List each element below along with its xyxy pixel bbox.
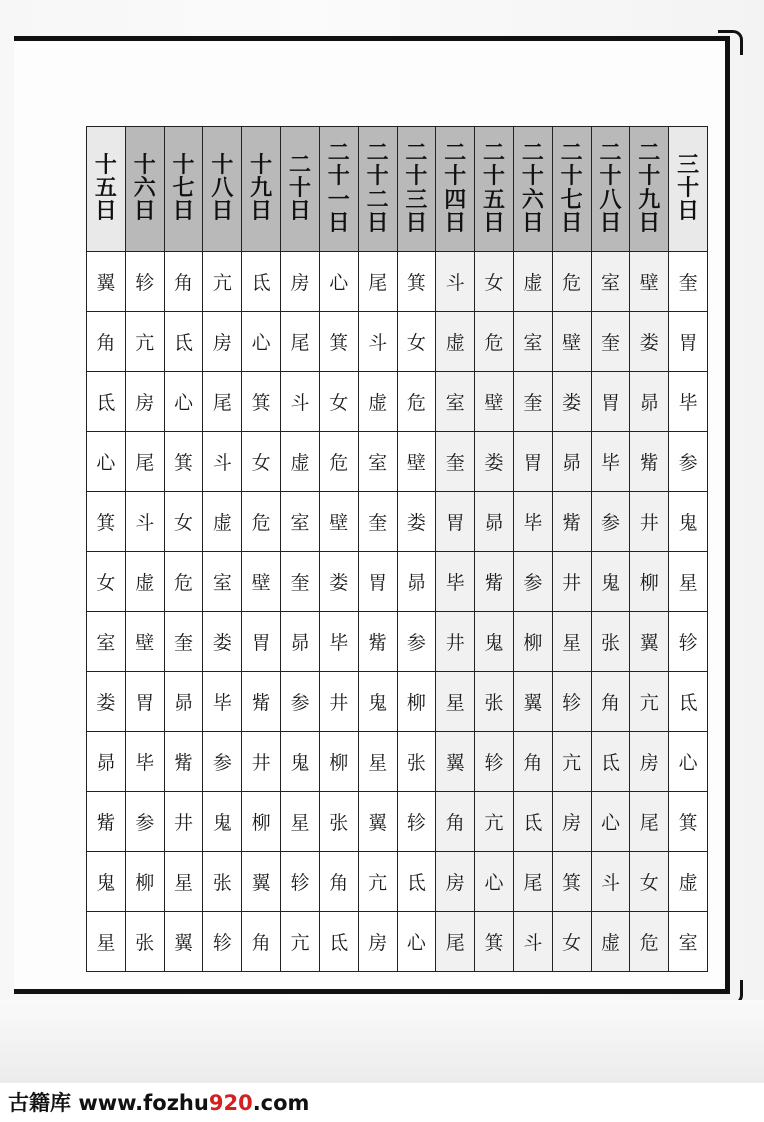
table-cell: 昴 (164, 672, 203, 732)
table-cell: 亢 (281, 912, 320, 972)
table-cell: 女 (87, 552, 126, 612)
table-cell: 虚 (358, 372, 397, 432)
lunar-mansion-table (86, 126, 708, 968)
table-cell: 亢 (358, 852, 397, 912)
table-cell: 娄 (203, 612, 242, 672)
table-cell: 昴 (87, 732, 126, 792)
table-cell: 觜 (358, 612, 397, 672)
table-row (87, 612, 708, 672)
table-cell: 斗 (125, 492, 164, 552)
table-cell: 心 (669, 732, 708, 792)
table-cell: 奎 (436, 432, 475, 492)
table-cell: 虚 (281, 432, 320, 492)
table-cell: 奎 (281, 552, 320, 612)
table-cell: 娄 (552, 372, 591, 432)
table-cell: 室 (436, 372, 475, 432)
table-cell: 尾 (358, 252, 397, 312)
table-row (87, 312, 708, 372)
table-cell: 女 (475, 252, 514, 312)
table-cell: 胃 (513, 432, 552, 492)
table-cell: 觜 (630, 432, 669, 492)
table-cell: 轸 (125, 252, 164, 312)
table-cell: 星 (669, 552, 708, 612)
table-cell: 奎 (513, 372, 552, 432)
table-cell: 参 (669, 432, 708, 492)
table-cell: 觜 (87, 792, 126, 852)
table-cell: 星 (281, 792, 320, 852)
table-cell: 星 (87, 912, 126, 972)
table-cell: 心 (87, 432, 126, 492)
url-prefix: www.fozhu (78, 1091, 209, 1115)
table-cell: 翼 (513, 672, 552, 732)
table-cell: 张 (475, 672, 514, 732)
column-header (552, 127, 591, 252)
table-cell: 星 (552, 612, 591, 672)
table-cell: 壁 (125, 612, 164, 672)
table-cell: 亢 (203, 252, 242, 312)
site-name: 古籍库 (8, 1091, 71, 1115)
column-header (281, 127, 320, 252)
table-cell: 娄 (475, 432, 514, 492)
table-cell: 斗 (358, 312, 397, 372)
table-cell: 箕 (475, 912, 514, 972)
table-cell: 鬼 (358, 672, 397, 732)
table-cell: 女 (630, 852, 669, 912)
table-cell: 鬼 (591, 552, 630, 612)
table-cell: 觜 (475, 552, 514, 612)
almanac-table (86, 126, 708, 972)
table-cell: 参 (281, 672, 320, 732)
table-cell: 尾 (436, 912, 475, 972)
table-cell: 参 (513, 552, 552, 612)
table-row (87, 492, 708, 552)
table-cell: 房 (281, 252, 320, 312)
table-cell: 昴 (552, 432, 591, 492)
table-cell: 室 (358, 432, 397, 492)
table-cell: 箕 (397, 252, 436, 312)
table-row (87, 852, 708, 912)
table-cell: 参 (397, 612, 436, 672)
table-cell: 毕 (591, 432, 630, 492)
table-cell: 室 (87, 612, 126, 672)
table-cell: 柳 (513, 612, 552, 672)
column-header (87, 127, 126, 252)
table-cell: 奎 (358, 492, 397, 552)
table-cell: 鬼 (203, 792, 242, 852)
column-header (591, 127, 630, 252)
table-cell: 氐 (513, 792, 552, 852)
table-cell: 室 (513, 312, 552, 372)
table-cell: 氐 (319, 912, 358, 972)
table-cell: 星 (358, 732, 397, 792)
table-cell: 心 (475, 852, 514, 912)
table-cell: 虚 (203, 492, 242, 552)
table-cell: 室 (281, 492, 320, 552)
table-cell: 室 (591, 252, 630, 312)
table-cell: 氐 (164, 312, 203, 372)
column-header (513, 127, 552, 252)
table-cell: 箕 (87, 492, 126, 552)
column-header-label: 二十二日 (366, 141, 389, 236)
table-cell: 斗 (591, 852, 630, 912)
column-header-label: 十八日 (211, 152, 234, 225)
table-cell: 危 (164, 552, 203, 612)
table-cell: 柳 (125, 852, 164, 912)
table-cell: 女 (397, 312, 436, 372)
table-cell: 毕 (319, 612, 358, 672)
table-cell: 斗 (203, 432, 242, 492)
table-cell: 轸 (397, 792, 436, 852)
table-row (87, 732, 708, 792)
table-cell: 胃 (125, 672, 164, 732)
column-header (669, 127, 708, 252)
table-cell: 壁 (397, 432, 436, 492)
table-cell: 角 (319, 852, 358, 912)
column-header-label: 二十日 (288, 152, 311, 225)
table-cell: 房 (125, 372, 164, 432)
table-cell: 亢 (552, 732, 591, 792)
url-highlight: 920 (208, 1091, 253, 1115)
table-cell: 昴 (475, 492, 514, 552)
table-header-row (87, 127, 708, 252)
column-header (164, 127, 203, 252)
table-cell: 角 (513, 732, 552, 792)
table-cell: 井 (630, 492, 669, 552)
site-url[interactable] (78, 1091, 309, 1115)
frame-corner-ornament (718, 30, 743, 55)
table-cell: 虚 (125, 552, 164, 612)
table-cell: 亢 (475, 792, 514, 852)
table-cell: 箕 (319, 312, 358, 372)
site-watermark (8, 1087, 309, 1117)
column-header-label: 三十日 (677, 152, 700, 225)
table-cell: 张 (203, 852, 242, 912)
table-cell: 角 (591, 672, 630, 732)
url-suffix: .com (252, 1091, 310, 1115)
table-cell: 翼 (242, 852, 281, 912)
table-cell: 房 (552, 792, 591, 852)
table-cell: 女 (552, 912, 591, 972)
table-cell: 娄 (397, 492, 436, 552)
table-cell: 井 (319, 672, 358, 732)
table-cell: 氐 (397, 852, 436, 912)
column-header-label: 十七日 (172, 152, 195, 225)
table-cell: 昴 (397, 552, 436, 612)
table-cell: 危 (319, 432, 358, 492)
table-cell: 翼 (358, 792, 397, 852)
table-cell: 危 (630, 912, 669, 972)
table-cell: 虚 (669, 852, 708, 912)
table-cell: 尾 (513, 852, 552, 912)
column-header (436, 127, 475, 252)
column-header (319, 127, 358, 252)
column-header (125, 127, 164, 252)
table-body (87, 252, 708, 972)
table-cell: 室 (669, 912, 708, 972)
table-row (87, 252, 708, 312)
table-cell: 井 (552, 552, 591, 612)
table-cell: 壁 (475, 372, 514, 432)
table-cell: 井 (436, 612, 475, 672)
table-cell: 鬼 (475, 612, 514, 672)
table-cell: 心 (242, 312, 281, 372)
table-cell: 轸 (281, 852, 320, 912)
table-cell: 轸 (475, 732, 514, 792)
table-cell: 翼 (164, 912, 203, 972)
table-cell: 氐 (591, 732, 630, 792)
table-cell: 尾 (630, 792, 669, 852)
table-cell: 氐 (242, 252, 281, 312)
table-cell: 胃 (358, 552, 397, 612)
column-header-label: 二十一日 (327, 141, 350, 236)
table-cell: 亢 (125, 312, 164, 372)
table-cell: 女 (319, 372, 358, 432)
table-row (87, 432, 708, 492)
table-cell: 壁 (630, 252, 669, 312)
table-cell: 奎 (591, 312, 630, 372)
table-cell: 鬼 (281, 732, 320, 792)
table-cell: 房 (203, 312, 242, 372)
table-cell: 觜 (164, 732, 203, 792)
table-cell: 亢 (630, 672, 669, 732)
table-cell: 尾 (203, 372, 242, 432)
column-header (203, 127, 242, 252)
table-cell: 危 (242, 492, 281, 552)
column-header-label: 二十三日 (405, 141, 428, 236)
table-cell: 危 (552, 252, 591, 312)
table-cell: 柳 (630, 552, 669, 612)
table-cell: 胃 (669, 312, 708, 372)
table-cell: 角 (87, 312, 126, 372)
table-cell: 箕 (552, 852, 591, 912)
column-header-label: 二十七日 (560, 141, 583, 236)
table-cell: 室 (203, 552, 242, 612)
table-cell: 毕 (203, 672, 242, 732)
table-cell: 柳 (319, 732, 358, 792)
table-cell: 氐 (87, 372, 126, 432)
table-cell: 箕 (242, 372, 281, 432)
table-cell: 心 (397, 912, 436, 972)
table-cell: 尾 (281, 312, 320, 372)
table-cell: 毕 (669, 372, 708, 432)
table-cell: 壁 (552, 312, 591, 372)
table-cell: 星 (436, 672, 475, 732)
table-cell: 角 (436, 792, 475, 852)
table-cell: 参 (125, 792, 164, 852)
column-header-label: 二十四日 (444, 141, 467, 236)
table-cell: 角 (242, 912, 281, 972)
table-cell: 翼 (436, 732, 475, 792)
table-cell: 翼 (87, 252, 126, 312)
table-cell: 壁 (242, 552, 281, 612)
table-cell: 虚 (513, 252, 552, 312)
table-cell: 轸 (203, 912, 242, 972)
table-cell: 女 (242, 432, 281, 492)
table-cell: 轸 (669, 612, 708, 672)
table-cell: 尾 (125, 432, 164, 492)
table-cell: 斗 (281, 372, 320, 432)
table-row (87, 552, 708, 612)
table-cell: 星 (164, 852, 203, 912)
table-row (87, 372, 708, 432)
page-bottom-margin (0, 1000, 764, 1083)
table-cell: 柳 (397, 672, 436, 732)
table-cell: 鬼 (669, 492, 708, 552)
column-header-label: 二十八日 (599, 141, 622, 236)
table-cell: 心 (164, 372, 203, 432)
table-cell: 柳 (242, 792, 281, 852)
table-cell: 奎 (164, 612, 203, 672)
table-cell: 娄 (87, 672, 126, 732)
table-cell: 角 (164, 252, 203, 312)
table-row (87, 912, 708, 972)
table-cell: 毕 (436, 552, 475, 612)
table-cell: 房 (436, 852, 475, 912)
table-row (87, 672, 708, 732)
column-header-label: 十九日 (250, 152, 273, 225)
table-cell: 娄 (630, 312, 669, 372)
table-cell: 井 (164, 792, 203, 852)
table-cell: 鬼 (87, 852, 126, 912)
table-cell: 斗 (513, 912, 552, 972)
table-cell: 危 (397, 372, 436, 432)
table-cell: 张 (397, 732, 436, 792)
table-cell: 氐 (669, 672, 708, 732)
table-cell: 胃 (591, 372, 630, 432)
table-cell: 心 (591, 792, 630, 852)
table-cell: 奎 (669, 252, 708, 312)
table-cell: 房 (358, 912, 397, 972)
column-header (397, 127, 436, 252)
table-cell: 心 (319, 252, 358, 312)
column-header (630, 127, 669, 252)
table-cell: 张 (319, 792, 358, 852)
column-header (475, 127, 514, 252)
column-header (242, 127, 281, 252)
table-cell: 张 (125, 912, 164, 972)
column-header-label: 二十五日 (483, 141, 506, 236)
column-header-label: 二十六日 (521, 141, 544, 236)
table-cell: 参 (203, 732, 242, 792)
table-cell: 轸 (552, 672, 591, 732)
table-cell: 危 (475, 312, 514, 372)
table-cell: 毕 (513, 492, 552, 552)
table-cell: 参 (591, 492, 630, 552)
table-cell: 箕 (164, 432, 203, 492)
table-cell: 井 (242, 732, 281, 792)
table-cell: 斗 (436, 252, 475, 312)
table-cell: 房 (630, 732, 669, 792)
table-cell: 壁 (319, 492, 358, 552)
watermark-footer (0, 1083, 764, 1122)
table-cell: 昴 (281, 612, 320, 672)
table-cell: 觜 (242, 672, 281, 732)
column-header-label: 十六日 (133, 152, 156, 225)
table-cell: 胃 (242, 612, 281, 672)
column-header (358, 127, 397, 252)
table-cell: 虚 (436, 312, 475, 372)
column-header-label: 十五日 (94, 152, 117, 225)
table-cell: 女 (164, 492, 203, 552)
table-cell: 觜 (552, 492, 591, 552)
table-cell: 张 (591, 612, 630, 672)
table-cell: 昴 (630, 372, 669, 432)
column-header-label: 二十九日 (638, 141, 661, 236)
table-cell: 虚 (591, 912, 630, 972)
table-cell: 毕 (125, 732, 164, 792)
table-cell: 胃 (436, 492, 475, 552)
table-cell: 娄 (319, 552, 358, 612)
table-cell: 箕 (669, 792, 708, 852)
table-cell: 翼 (630, 612, 669, 672)
table-row (87, 792, 708, 852)
